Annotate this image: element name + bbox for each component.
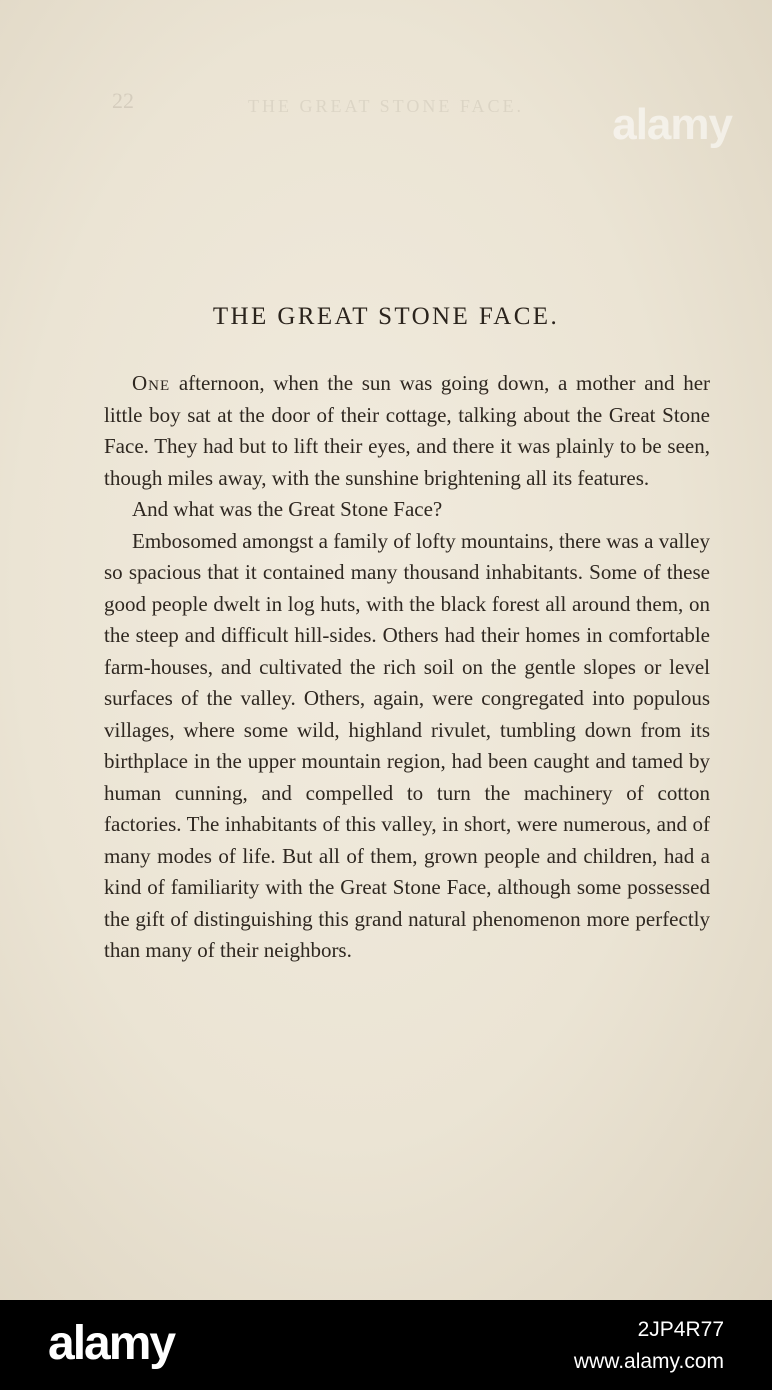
paragraph-3: Embosomed amongst a family of lofty mountains, there was a valley so spacious that it contained many thousand inhabitants. Some of these good people dwelt in log huts, with the black forest all around them, on the steep and difficult hill-sides. Others had their homes in comfortable farm-houses, and cultivated the rich soil on the gentle slopes or level surfaces of the valley. Others, again, were congregated into populous villages, where some wild, highland rivulet, tumbling down from its birthplace in the upper mountain region, had been caught and tamed by human cunning, and compelled to turn the machinery of cotton factories. The inhabitants of this valley, in short, were numerous, and of many modes of life. But all of them, grown people and children, had a kind of familiarity with the Great Stone Face, although some possessed the gift of distinguishing this grand natural phenomenon more perfectly than many of their neighbors.: [104, 528, 710, 962]
alamy-logo: alamy: [48, 1317, 175, 1370]
body-text: [104, 368, 710, 967]
watermark-overlay: alamy: [612, 100, 732, 149]
paragraph-1: [104, 368, 710, 494]
site-url: www.alamy.com: [573, 1350, 724, 1373]
drop-word: One: [132, 371, 171, 395]
paragraph-1-text: afternoon, when the sun was going down, a mother and her little boy sat at the door of their cottage, talking about the Great Stone Face. They had but to lift their eyes, and there it was plainly to be seen, though miles away, with the sunshine brightening all its features.: [104, 371, 711, 490]
watermark-footer: [0, 1300, 772, 1390]
paragraph-2: And what was the Great Stone Face?: [132, 497, 443, 521]
show-through-folio: 22: [112, 88, 134, 113]
chapter-title: THE GREAT STONE FACE.: [212, 303, 560, 330]
show-through-running-head: THE GREAT STONE FACE.: [247, 96, 524, 116]
image-id: 2JP4R77: [637, 1318, 724, 1341]
